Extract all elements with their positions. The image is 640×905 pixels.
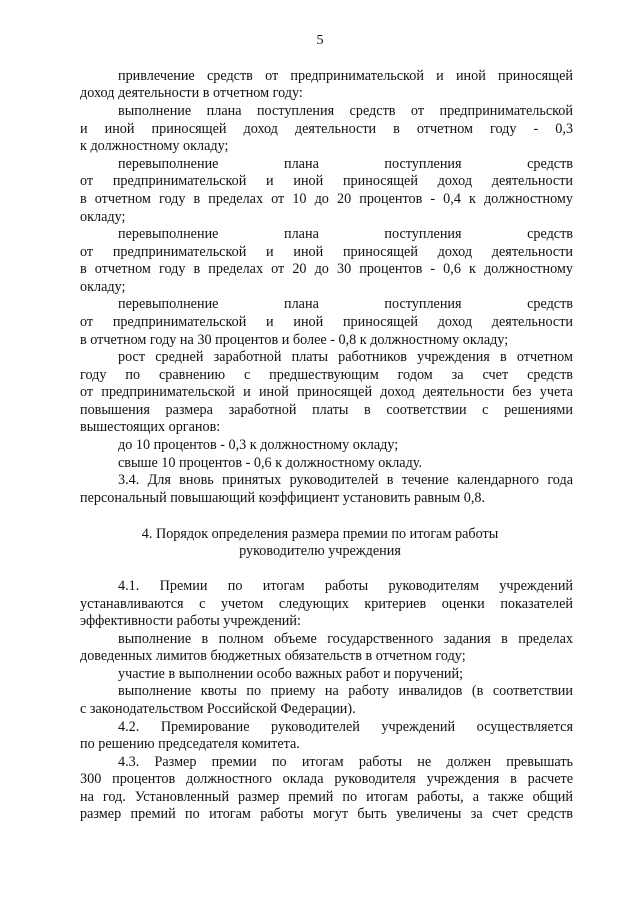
- text-line: в отчетном году в пределах от 20 до 30 процентов - 0,6 к должностному: [80, 261, 573, 277]
- text-line: выполнение квоты по приему на работу инвалидов (в соответствии: [118, 683, 573, 699]
- page-number: 5: [316, 33, 324, 48]
- text-line: вышестоящих органов:: [80, 419, 221, 435]
- text-line: свыше 10 процентов - 0,6 к должностному окладу.: [118, 455, 423, 471]
- text-line: размер премий по итогам работы могут быть увеличены за счет средств: [80, 806, 573, 822]
- text-line: участие в выполнении особо важных работ и поручений;: [118, 666, 464, 682]
- text-line: в отчетном году на 30 процентов и более - 0,8 к должностному окладу;: [80, 332, 509, 348]
- text-line: выполнение в полном объеме государственного задания в пределах: [118, 631, 573, 647]
- text-line: до 10 процентов - 0,3 к должностному окладу;: [118, 437, 399, 453]
- text-line: 3.4. Для вновь принятых руководителей в течение календарного года: [118, 472, 573, 488]
- text-line: 300 процентов должностного оклада руководителя учреждения в расчете: [80, 771, 573, 787]
- text-line: к должностному окладу;: [80, 138, 229, 154]
- text-line: рост средней заработной платы работников учреждения в отчетном: [118, 349, 573, 365]
- text-line: от предпринимательской и иной приносящей доход деятельности: [80, 314, 573, 330]
- text-line: окладу;: [80, 209, 126, 225]
- text-line: 4.1. Премии по итогам работы руководителям учреждений: [118, 578, 573, 594]
- text-line: окладу;: [80, 279, 126, 295]
- text-line: повышения размера заработной платы в соответствии с решениями: [80, 402, 573, 418]
- text-line: персональный повышающий коэффициент установить равным 0,8.: [80, 490, 486, 506]
- text-line: на год. Установленный размер премий по итогам работы, а также общий: [80, 789, 573, 805]
- section-heading: руководителю учреждения: [239, 543, 401, 559]
- text-line: 4.2. Премирование руководителей учреждений осуществляется: [118, 719, 573, 735]
- text-line: перевыполнение плана поступления средств: [118, 296, 573, 312]
- text-line: от предпринимательской и иной приносящей доход деятельности: [80, 244, 573, 260]
- text-line: доход деятельности в отчетном году:: [80, 85, 303, 101]
- text-line: перевыполнение плана поступления средств: [118, 156, 573, 172]
- text-line: доведенных лимитов бюджетных обязательств в отчетном году;: [80, 648, 466, 664]
- section-heading: 4. Порядок определения размера премии по итогам работы: [141, 526, 499, 542]
- text-line: эффективности работы учреждений:: [80, 613, 301, 629]
- text-line: от предпринимательской и иной приносящей доход деятельности: [80, 173, 573, 189]
- text-line: году по сравнению с предшествующим годом за счет средств: [80, 367, 573, 383]
- text-line: в отчетном году в пределах от 10 до 20 процентов - 0,4 к должностному: [80, 191, 573, 207]
- text-line: перевыполнение плана поступления средств: [118, 226, 573, 242]
- text-line: и иной приносящей доход деятельности в отчетном году - 0,3: [80, 121, 573, 137]
- text-line: выполнение плана поступления средств от предпринимательской: [118, 103, 573, 119]
- text-line: 4.3. Размер премии по итогам работы не должен превышать: [118, 754, 573, 770]
- text-line: от предпринимательской и иной приносящей доход деятельности без учета: [80, 384, 573, 400]
- text-line: привлечение средств от предпринимательской и иной приносящей: [118, 68, 573, 84]
- text-line: устанавливаются с учетом следующих критериев оценки показателей: [80, 596, 573, 612]
- text-line: с законодательством Российской Федерации).: [80, 701, 356, 717]
- text-line: по решению председателя комитета.: [80, 736, 300, 752]
